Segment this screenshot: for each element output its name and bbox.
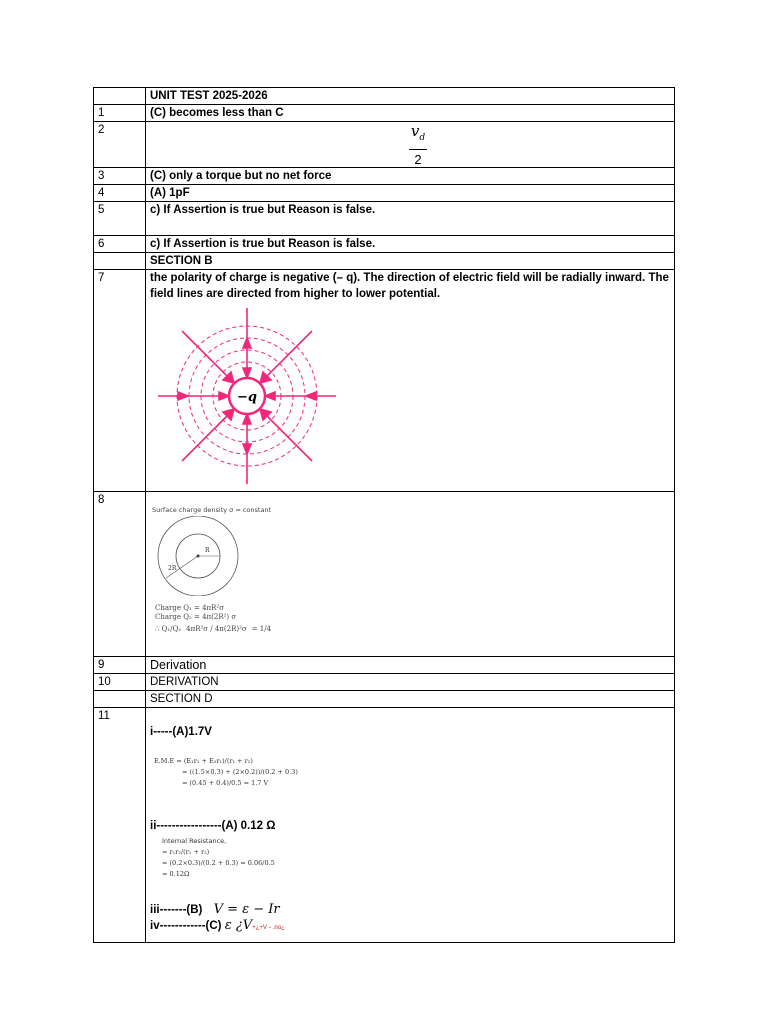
radius-label-2r: 2R: [168, 565, 177, 572]
charge-q1-line: Charge Q₁ = 4πR²σ: [155, 604, 225, 612]
ir-line-2: = (0.2×0.3)/(0.2 + 0.3) = 0.06/0.5: [162, 859, 275, 867]
answer-text: c) If Assertion is true but Reason is false.: [146, 236, 675, 253]
concentric-sphere-image: [146, 492, 304, 656]
answer-text: (C) becomes less than C: [146, 105, 675, 122]
ir-title: Internal Resistance,: [162, 837, 227, 845]
answer-row-9: [94, 657, 675, 674]
ratio-mid: 4πR²σ / 4π(2R)²σ: [186, 625, 247, 633]
answer-key-table: [93, 87, 675, 943]
answer-row-7: [94, 270, 675, 492]
header-row: [94, 88, 675, 105]
question-number: 6: [94, 236, 146, 253]
answer-row-3: [94, 168, 675, 185]
emf-working-image: [150, 752, 315, 818]
charge-q2-line: Charge Q₂ = 4π(2R²) σ: [155, 613, 237, 621]
part-ii-answer: ii-----------------(A) 0.12 Ω: [150, 820, 276, 832]
answer-fraction: [146, 122, 675, 168]
test-title: UNIT TEST 2025-2026: [146, 88, 675, 105]
internal-resistance-image: [150, 834, 280, 900]
answer-text: DERIVATION: [146, 674, 675, 691]
answer-text: the polarity of charge is negative (– q). The direction of electric field will be radially inward. The field lines are directed from higher to lower potential.: [150, 272, 669, 300]
emf-line-3: = (0.45 + 0.4)/0.5 = 1.7 V: [182, 779, 269, 787]
answer-row-8: [94, 492, 675, 657]
part-iv-subscript: +¿+V − .no¿: [252, 925, 285, 931]
sphere-diagram: [146, 516, 304, 596]
section-b-row: [94, 253, 675, 270]
answer-text: (C) only a torque but no net force: [146, 168, 675, 185]
answer-row-10: [94, 674, 675, 691]
radius-label-r: R: [205, 547, 210, 554]
fraction-denominator: 2: [414, 152, 422, 167]
answer-row-11: [94, 708, 675, 943]
question-number: 10: [94, 674, 146, 691]
question-number: 8: [94, 492, 146, 657]
emf-line-1: E.M.E = (E₁r₂ + E₂r₁)/(r₁ + r₂): [154, 757, 253, 765]
ratio-rhs: = 1/4: [251, 625, 272, 633]
fraction-bar: [409, 149, 427, 150]
section-b-heading: SECTION B: [146, 253, 675, 270]
fraction-numerator: v: [410, 122, 420, 140]
negative-charge-field-diagram: [152, 308, 342, 484]
ir-line-3: = 0.12Ω: [162, 870, 190, 878]
question-number: 2: [94, 122, 146, 168]
emf-line-2: = ((1.5×0.3) + (2×0.2))/(0.2 + 0.3): [182, 768, 298, 776]
question-number: 7: [94, 270, 146, 492]
part-i-answer: i-----(A)1.7V: [150, 726, 212, 738]
question-number: 3: [94, 168, 146, 185]
answer-row-1: [94, 105, 675, 122]
answer-text: (A) 1pF: [146, 185, 675, 202]
ratio-lhs: ∴ Q₁/Q₂: [155, 625, 182, 633]
question-number: 4: [94, 185, 146, 202]
answer-row-4: [94, 185, 675, 202]
answer-text: Derivation: [146, 657, 675, 674]
part-iii-answer: iii-------(B): [150, 904, 203, 916]
part-iv-formula: ε ¿V: [224, 918, 253, 933]
charge-label: −q: [237, 390, 257, 405]
question-number: 1: [94, 105, 146, 122]
question-number: 5: [94, 202, 146, 236]
answer-text: c) If Assertion is true but Reason is false.: [146, 202, 675, 236]
question-number: 9: [94, 657, 146, 674]
fraction-subscript: d: [419, 133, 426, 143]
answer-row-2: [94, 122, 675, 168]
part-iv-answer: iv------------(C): [150, 920, 222, 932]
surface-density-caption: Surface charge density σ = constant: [152, 506, 272, 514]
section-d-row: [94, 691, 675, 708]
answer-row-6: [94, 236, 675, 253]
question-number: 11: [94, 708, 146, 943]
section-d-heading: SECTION D: [146, 691, 675, 708]
part-iii-formula: V = ε − Ir: [213, 902, 280, 917]
answer-row-5: [94, 202, 675, 236]
ir-line-1: = r₁r₂/(r₁ + r₂): [162, 848, 210, 856]
